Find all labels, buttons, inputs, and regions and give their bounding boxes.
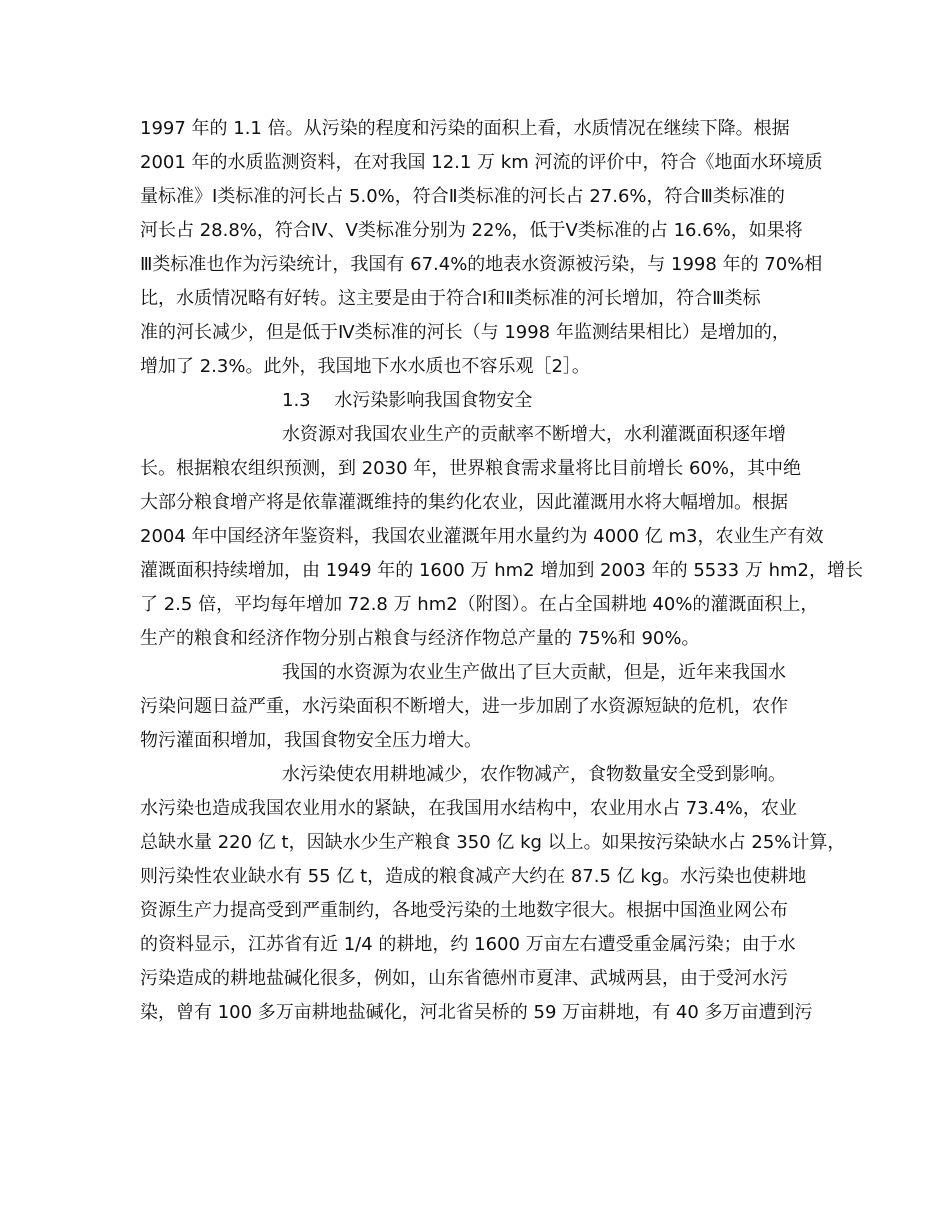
text-line: 了 2.5 倍，平均每年增加 72.8 万 hm2（附图）。在占全国耕地 40%的灌溉面积上， xyxy=(140,594,819,615)
text-line: 大部分粮食增产将是依靠灌溉维持的集约化农业，因此灌溉用水将大幅增加。根据 xyxy=(140,492,788,513)
text-line: 生产的粮食和经济作物分别占粮食与经济作物总产量的 75%和 90%。 xyxy=(140,628,700,649)
text-line: 量标准》Ⅰ类标准的河长占 5.0%，符合Ⅱ类标准的河长占 27.6%，符合Ⅲ类标准的 xyxy=(140,186,785,207)
paragraph-first-line: 水污染使农用耕地减少，农作物减产，食物数量安全受到影响。 xyxy=(282,764,786,785)
text-line: 水污染也造成我国农业用水的紧缺，在我国用水结构中，农业用水占 73.4%，农业 xyxy=(140,798,797,819)
text-line: 则污染性农业缺水有 55 亿 t，造成的粮食减产大约在 87.5 亿 kg。水污染也使耕地 xyxy=(140,866,807,887)
text-line: 准的河长减少，但是低于Ⅳ类标准的河长（与 1998 年监测结果相比）是增加的， xyxy=(140,322,790,343)
text-line: 增加了 2.3%。此外，我国地下水水质也不容乐观［2］。 xyxy=(140,356,590,377)
text-line: 灌溉面积持续增加，由 1949 年的 1600 万 hm2 增加到 2003 年的 5533 万 hm2，增长 xyxy=(140,560,863,581)
section-heading: 1.3 水污染影响我国食物安全 xyxy=(282,390,533,411)
text-line: 物污灌面积增加，我国食物安全压力增大。 xyxy=(140,730,482,751)
text-line: 污染造成的耕地盐碱化很多，例如，山东省德州市夏津、武城两县，由于受河水污 xyxy=(140,968,788,989)
text-line: Ⅲ类标准也作为污染统计，我国有 67.4%的地表水资源被污染，与 1998 年的 70%相 xyxy=(140,254,823,275)
text-line: 2004 年中国经济年鉴资料，我国农业灌溉年用水量约为 4000 亿 m3，农业生产有效 xyxy=(140,526,824,547)
paragraph-first-line: 水资源对我国农业生产的贡献率不断增大，水利灌溉面积逐年增 xyxy=(282,424,786,445)
text-line: 资源生产力提高受到严重制约，各地受污染的土地数字很大。根据中国渔业网公布 xyxy=(140,900,788,921)
text-line: 的资料显示，江苏省有近 1/4 的耕地，约 1600 万亩左右遭受重金属污染；由于水 xyxy=(140,934,796,955)
text-line: 染，曾有 100 多万亩耕地盐碱化，河北省吴桥的 59 万亩耕地，有 40 多万亩遭到污 xyxy=(140,1002,813,1023)
text-line: 污染问题日益严重，水污染面积不断增大，进一步加剧了水资源短缺的危机，农作 xyxy=(140,696,788,717)
text-line: 总缺水量 220 亿 t，因缺水少生产粮食 350 亿 kg 以上。如果按污染缺水占 25%计算， xyxy=(140,832,846,853)
text-line: 1997 年的 1.1 倍。从污染的程度和污染的面积上看，水质情况在继续下降。根据 xyxy=(140,118,790,139)
text-line: 比，水质情况略有好转。这主要是由于符合Ⅰ和Ⅱ类标准的河长增加，符合Ⅲ类标 xyxy=(140,288,761,309)
text-line: 长。根据粮农组织预测，到 2030 年，世界粮食需求量将比目前增长 60%，其中绝 xyxy=(140,458,801,479)
paragraph-first-line: 我国的水资源为农业生产做出了巨大贡献，但是，近年来我国水 xyxy=(282,662,786,683)
text-line: 2001 年的水质监测资料，在对我国 12.1 万 km 河流的评价中，符合《地面水环境质 xyxy=(140,152,823,173)
text-line: 河长占 28.8%，符合Ⅳ、Ⅴ类标准分别为 22%，低于Ⅴ类标准的占 16.6%，如果将 xyxy=(140,220,803,241)
